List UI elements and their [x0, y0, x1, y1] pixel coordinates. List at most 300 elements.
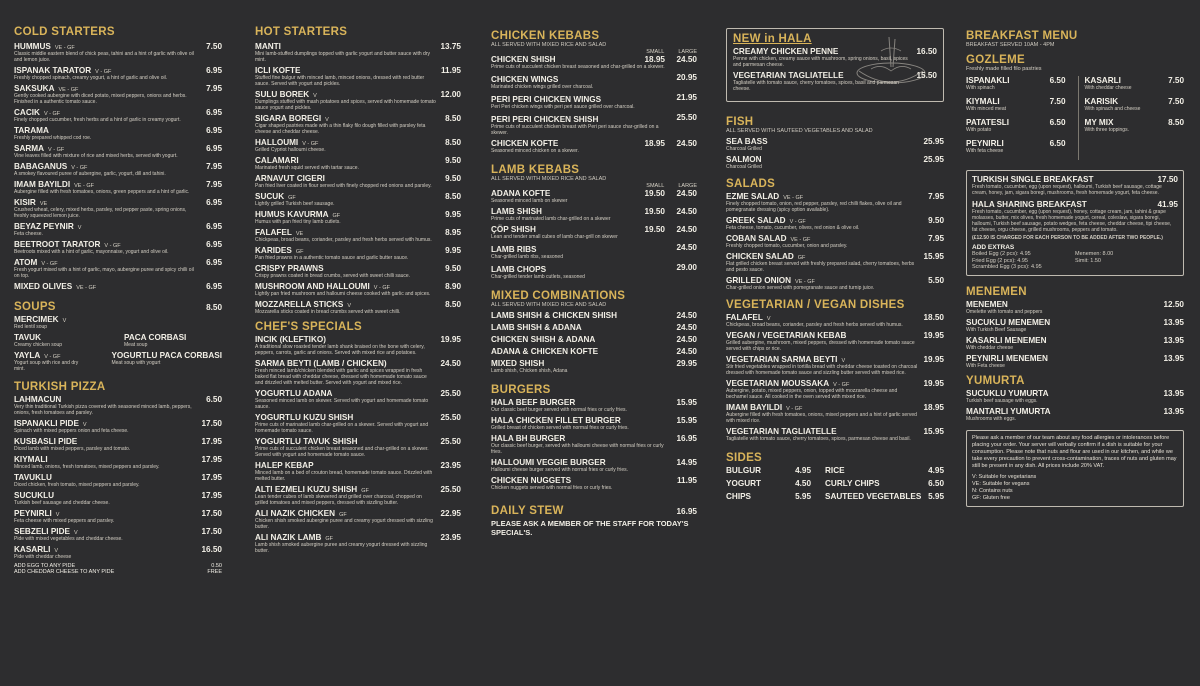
soup-item	[124, 333, 222, 348]
menu-item-price: 13.95	[1163, 317, 1184, 327]
lamb-kebabs-list	[491, 189, 697, 280]
legend-item: N: Contains nuts	[972, 487, 1013, 494]
menu-item-name	[726, 192, 803, 201]
menu-item-price: 16.95	[676, 434, 697, 443]
menu-item	[255, 174, 461, 189]
diet-tags: V	[347, 303, 352, 309]
menu-item-head	[255, 300, 461, 309]
menu-item-price: 9.95	[445, 246, 461, 255]
menu-item	[726, 137, 944, 152]
menu-item-price: 12.50	[1163, 299, 1184, 309]
menu-item-head	[726, 192, 944, 201]
menu-item-head	[255, 90, 461, 99]
menu-item-head	[14, 527, 222, 536]
menu-item-head	[14, 84, 222, 93]
menu-item-head	[255, 359, 461, 368]
diet-tags: GF	[332, 213, 341, 219]
soup-desc: Meat soup with yogurt	[111, 360, 161, 366]
new-in-hala-list	[733, 47, 937, 92]
menu-item-head	[14, 258, 222, 267]
lamb-kebabs-section	[491, 164, 697, 280]
menu-item-title: TARAMA	[14, 126, 49, 135]
menu-item-price: 24.50	[676, 311, 697, 320]
menu-item	[491, 347, 697, 356]
gozleme-desc: With potato	[966, 127, 992, 133]
menu-item-price: 6.95	[206, 126, 222, 135]
menu-item-title: FALAFEL	[255, 228, 292, 237]
side-item	[825, 492, 944, 501]
menu-item-title: CHICKEN KOFTE	[491, 139, 559, 148]
menu-item-title: CALAMARI	[255, 156, 299, 165]
menu-item	[255, 461, 461, 482]
menu-item-name	[726, 216, 806, 225]
column-2	[255, 0, 461, 686]
menu-item-desc: Minced lamb, onions, fresh tomatoes, mixed peppers and parsley.	[14, 464, 160, 470]
soup-item	[14, 351, 99, 372]
menu-item-desc: Freshly chopped tomato, cucumber, onion and parsley.	[726, 243, 848, 249]
menu-item-title: ISPANAKLI PIDE	[14, 419, 79, 428]
gozleme-head	[966, 139, 1066, 148]
menu-item	[491, 55, 697, 70]
menu-item-desc: Freshly chopped spinach, creamy yogurt, a hint of garlic and olive oil.	[14, 75, 168, 81]
allergy-text: Please ask a member of our team about any food allergies or intolerances before placing your order. Your server will verbally confirm if a dish is suitable for your consumption. Please note that nuts and flour are used in our kitchen, and while we take every precaution to prevent cross-contamination, traces of nuts and gluten may still be present in any dish. All prices include 20% VAT.	[972, 434, 1177, 469]
menu-item-title: PEYNIRLI	[14, 509, 52, 518]
menu-item-desc: Finely chopped cucumber, fresh herbs and a hint of garlic in creamy yogurt.	[14, 117, 181, 123]
menu-item-price: 12.00	[440, 90, 461, 99]
veg-title: VEGETARIAN / VEGAN DISHES	[726, 299, 905, 311]
menu-item-price: 11.95	[676, 476, 697, 485]
menu-item-desc: Feta cheese, tomato, cucumber, olives, red onion & olive oil.	[726, 225, 860, 231]
menu-item	[255, 192, 461, 207]
menu-item-name	[14, 282, 96, 291]
menu-item-head	[255, 461, 461, 470]
diet-tags: V	[62, 318, 67, 324]
menu-item-name	[255, 90, 317, 99]
menu-item	[255, 114, 461, 135]
menu-item-name	[255, 359, 387, 368]
daily-stew-section	[491, 501, 697, 537]
menu-item-price: 24.50	[676, 335, 697, 344]
menu-item-name	[14, 527, 78, 536]
menu-item-head	[726, 137, 944, 146]
menu-item-title: LAHMACUN	[14, 395, 62, 404]
menu-item-title: KISIR	[14, 198, 36, 207]
menu-item-title: ATOM	[14, 258, 38, 267]
menu-item-head	[255, 437, 461, 446]
menu-item	[255, 335, 461, 356]
menu-item	[966, 354, 1184, 369]
small-price	[643, 93, 665, 102]
diet-tags: V - GF	[789, 219, 806, 225]
menu-item-head	[966, 300, 1184, 309]
menu-item-name	[491, 416, 621, 425]
menu-item	[966, 389, 1184, 404]
menu-item-title: PERI PERI CHICKEN SHISH	[491, 115, 599, 124]
menu-item-price: 6.95	[206, 144, 222, 153]
menemen-section	[966, 286, 1184, 369]
menu-item-name	[255, 413, 353, 422]
menu-item-title: GRILLED ONION	[726, 276, 792, 285]
salads-list	[726, 192, 944, 291]
menu-item-price: 13.95	[1163, 388, 1184, 398]
side-price: 4.50	[795, 479, 811, 488]
menu-item-desc: Pan fried liver coated in flour served with finely chopped red onions and parsley.	[255, 183, 432, 189]
menu-item-name	[255, 282, 390, 291]
menu-item-name	[255, 42, 281, 51]
menu-item-head	[14, 240, 222, 249]
menu-item-head	[14, 491, 222, 500]
menu-item-desc: Turkish beef sausage with eggs.	[966, 397, 1038, 404]
gozleme-item	[966, 97, 1066, 112]
menu-item-name	[966, 389, 1048, 398]
lamb-kebabs-note: ALL SERVED WITH MIXED RICE AND SALAD	[491, 176, 607, 182]
large-price: 21.95	[676, 93, 697, 102]
pizza-extra-row	[14, 569, 222, 575]
menu-item-head	[255, 413, 461, 422]
new-in-hala-title: NEW in HALA	[733, 33, 812, 45]
menu-item	[255, 138, 461, 153]
menu-item	[726, 313, 944, 328]
diet-tags: V	[77, 225, 82, 231]
salads-title: SALADS	[726, 178, 776, 190]
turkish-pizza-section	[14, 381, 222, 575]
menu-item	[255, 282, 461, 297]
menu-item-name	[491, 115, 598, 124]
menu-item-head	[726, 276, 944, 285]
menu-item	[726, 234, 944, 249]
small-price	[643, 243, 665, 252]
menu-item-name	[14, 222, 81, 231]
menu-item-name	[491, 225, 536, 234]
menu-item	[14, 222, 222, 237]
menu-item	[726, 276, 944, 291]
menu-item	[491, 476, 697, 491]
diet-tags: V - GF	[95, 69, 112, 75]
menu-item-head	[491, 55, 697, 64]
diet-tags: V	[55, 512, 60, 518]
menu-item	[733, 71, 937, 92]
menu-item-price: 22.95	[440, 509, 461, 518]
soup-name	[14, 333, 112, 342]
menu-item	[14, 180, 222, 195]
diet-tags: VE	[39, 201, 48, 207]
menu-item-name	[14, 126, 49, 135]
diet-tags: GF	[361, 488, 369, 494]
gozleme-desc: With minced meat	[966, 106, 1007, 112]
menu-item-price: 6.95	[206, 222, 222, 231]
menu-item-price: 13.75	[440, 42, 461, 51]
gozleme-name: PATATESLI	[966, 118, 1010, 127]
menu-item-title: SUCUKLU YUMURTA	[966, 388, 1049, 398]
menu-item-price: 17.95	[201, 473, 222, 482]
menu-item-title: BEETROOT TARATOR	[14, 240, 101, 249]
menu-item-desc: Turkish beef sausage and cheddar cheese.	[14, 500, 110, 506]
large-price: 20.95	[676, 73, 697, 82]
menu-item-title: SALMON	[726, 155, 762, 164]
menu-item-desc: Minced lamb on a bed of crouton bread, homemade tomato sauce. Drizzled with melted butter.	[255, 470, 433, 482]
menu-item	[733, 47, 937, 68]
menu-item-desc: Fresh yogurt mixed with a hint of garlic, mayo, aubergine puree and spicy chilli oil on top.	[14, 267, 194, 279]
menu-item-name	[14, 509, 59, 518]
menu-item-head	[491, 323, 697, 332]
menu-item-price: 8.90	[445, 282, 461, 291]
menu-item-name	[491, 458, 606, 467]
soup-cell	[14, 333, 112, 351]
diet-tags: V	[73, 530, 78, 536]
large-price: 24.50	[676, 243, 697, 252]
menu-item-head	[491, 113, 697, 124]
menu-item-name	[14, 84, 78, 93]
menu-item-title: HALA BH BURGER	[491, 434, 566, 443]
soup-title: TAVUK	[14, 333, 41, 342]
menu-item	[491, 416, 697, 431]
menu-item-price: 7.95	[206, 180, 222, 189]
menu-item-desc: Lamb shish smoked aubergine puree and creamy yogurt dressed with sizzling butter.	[255, 542, 428, 554]
menu-item-head	[14, 42, 222, 51]
menu-item	[966, 318, 1184, 333]
menu-item-head	[733, 47, 937, 56]
menu-item-desc: Grilled aubergine, mushroom, mixed peppers, dressed with homemade tomato sauce served with chips or rice.	[726, 340, 915, 352]
menu-item-name	[966, 354, 1048, 363]
menu-item-name	[14, 162, 87, 171]
menu-item	[491, 323, 697, 332]
menu-item	[14, 545, 222, 560]
menu-item-name	[491, 476, 571, 485]
menu-item-desc: Marinated fresh squid served with tartar sauce.	[255, 165, 359, 171]
menu-item-head	[726, 234, 944, 243]
menu-item-head	[14, 455, 222, 464]
menu-item-price: 19.95	[923, 379, 944, 388]
menu-item-title: MUSHROOM AND HALLOUMI	[255, 282, 370, 291]
menu-item	[255, 413, 461, 434]
diet-tags: GF	[295, 249, 304, 255]
gozleme-head	[966, 76, 1066, 85]
diet-tags: V	[82, 422, 87, 428]
menu-item	[14, 108, 222, 123]
diet-tags: GF	[325, 536, 334, 542]
menu-item-title: SARMA	[14, 144, 45, 153]
gozleme-item	[966, 76, 1066, 91]
soup-desc: Meat soup	[124, 342, 148, 348]
menu-item-desc: With cheddar cheese	[966, 344, 1013, 351]
menu-item-title: CHICKEN SALAD	[726, 252, 794, 261]
menu-item	[14, 258, 222, 279]
menu-item-title: ALI NAZIK CHICKEN	[255, 509, 336, 518]
menu-item-name	[726, 379, 849, 388]
menu-item-title: IMAM BAYILDI	[14, 180, 71, 189]
menu-item-desc: Dumplings stuffed with mash potatoes and spices, served with homemade tomato sauce yogurt and pickles.	[255, 99, 436, 111]
menu-item-desc: A smokey flavoured puree of aubergine, garlic, yogurt, dill and tahini.	[14, 171, 166, 177]
side-price: 6.50	[928, 479, 944, 488]
gozleme-name: PEYNIRLI	[966, 139, 1004, 148]
menu-item	[255, 389, 461, 410]
menu-item-desc: With Turkish Beef Sausage	[966, 326, 1027, 333]
menu-item-name	[966, 407, 1051, 416]
menu-item-name	[726, 331, 846, 340]
menu-item-price: 15.95	[676, 416, 697, 425]
soup-item	[111, 351, 222, 366]
gozleme-price: 8.50	[1168, 118, 1184, 127]
menu-item-head	[966, 318, 1184, 327]
menu-item-desc: Crushed wheat, celery, mixed herbs, parsley, red pepper paste, spring onions, freshly squeezed lemon juice.	[14, 207, 187, 219]
menu-item-price: 11.95	[440, 66, 461, 75]
legend-item: GF: Gluten free	[972, 494, 1010, 501]
large-price: 24.50	[676, 207, 697, 216]
menu-item	[255, 300, 461, 315]
menu-item-price: 19.95	[923, 331, 944, 340]
menu-item-desc: Charcoal Grilled	[726, 146, 762, 152]
menu-item-head	[14, 180, 222, 189]
menu-item-name	[14, 395, 61, 404]
menu-item-head	[14, 66, 222, 75]
diet-tags: V	[54, 548, 59, 554]
menu-item-head	[255, 42, 461, 51]
menu-item	[726, 331, 944, 352]
menu-item-name	[14, 545, 58, 554]
new-in-hala-box	[726, 28, 944, 102]
menu-item-title: MANTARLI YUMURTA	[966, 406, 1051, 416]
menu-item	[255, 90, 461, 111]
menu-item	[14, 126, 222, 141]
gozleme-head	[1085, 76, 1185, 85]
menu-item-price: 19.95	[440, 335, 461, 344]
menu-item	[14, 282, 222, 291]
menu-item	[491, 73, 697, 90]
menu-item-name	[255, 156, 299, 165]
menu-item-title: VEGETARIAN MOUSSAKA	[726, 379, 830, 388]
menu-item-title: SEBZELI PIDE	[14, 527, 70, 536]
menu-item-head	[255, 264, 461, 273]
menu-item-desc: Omelette with tomato and peppers	[966, 308, 1043, 315]
extra-item: Fried Egg (2 pcs): 4.95	[972, 257, 1028, 264]
menu-item-desc: Tagliatelle with tomato sauce, cherry tomatoes, spices, parmesan cheese and basil.	[726, 436, 911, 442]
gozleme-price: 6.50	[1049, 76, 1066, 85]
breakfast-box	[966, 170, 1184, 276]
breakfast-title: BREAKFAST MENU	[966, 30, 1078, 42]
turkish-pizza-title: TURKISH PIZZA	[14, 381, 106, 393]
menu-item-desc: Aubergine, potato, mixed peppers, onion, topped with mozzarella cheese and bechamel sauce. All cooked in the oven served with mixed rice.	[726, 388, 898, 400]
small-price	[643, 73, 665, 82]
soup-title: PACA CORBASI	[124, 333, 187, 342]
large-label: LARGE	[678, 183, 697, 189]
menu-item	[491, 398, 697, 413]
menu-item-title: HUMUS KAVURMA	[255, 210, 329, 219]
veg-list	[726, 313, 944, 442]
menu-item-price: 6.50	[206, 395, 222, 404]
menu-item-head	[966, 407, 1184, 416]
menu-item-desc: Char-grilled onion served with pomegranate sauce and turnip juice.	[726, 285, 875, 291]
diet-tags: V - GF	[373, 285, 390, 291]
large-price: 24.50	[676, 225, 697, 234]
menu-item-desc: Chickpeas, broad beans, coriander, parsley and fresh herbs served with humus.	[726, 322, 903, 328]
lamb-kebabs-title: LAMB KEBABS	[491, 164, 580, 176]
menu-item-head	[255, 389, 461, 398]
menu-item-desc: Peri Peri chicken wings with peri peri sauce grilled over charcoal.	[491, 104, 635, 110]
menu-item-title: LAMB SHISH & CHICKEN SHISH	[491, 311, 618, 320]
menu-item-name	[966, 300, 1008, 309]
menu-item-desc: Gently cooked aubergine with diced potato, mixed peppers, onions and herbs. Finished in a authentic tomato sauce.	[14, 93, 187, 105]
menu-item-name	[255, 335, 326, 344]
small-price	[643, 113, 665, 122]
menu-item	[966, 336, 1184, 351]
diet-tags: V - GF	[43, 111, 61, 117]
menu-item-title: HUMMUS	[14, 42, 51, 51]
menu-item-desc: Prime cuts of succulent chicken breast seasoned and char-grilled on a skewer. Served with yogurt and homemade tomato sauce.	[255, 446, 429, 458]
menu-item-desc: Pan fried prawns in a authentic tomato sauce and garlic butter sauce.	[255, 255, 409, 261]
single-breakfast-name: TURKISH SINGLE BREAKFAST	[972, 175, 1094, 184]
menu-item-head	[726, 216, 944, 225]
menu-item-title: TAVUKLU	[14, 473, 52, 482]
menu-item-name	[255, 509, 347, 518]
size-prices	[643, 225, 697, 234]
menu-item-title: KIYMALI	[14, 455, 48, 464]
side-name: CURLY CHIPS	[825, 479, 880, 488]
soups-list	[14, 315, 222, 375]
menu-item-desc: Vine leaves filled with mixture of rice and mixed herbs, served with yogurt.	[14, 153, 178, 159]
menu-item-name	[14, 66, 111, 75]
soups-price: 8.50	[206, 303, 222, 312]
menu-item-price: 16.50	[916, 47, 937, 56]
menu-item-title: MIXED SHISH	[491, 359, 545, 368]
menu-item-price: 7.50	[206, 42, 222, 51]
menu-item-price: 24.50	[440, 359, 461, 368]
gozleme-head	[966, 118, 1066, 127]
menu-item-head	[255, 192, 461, 201]
chicken-kebabs-note: ALL SERVED WITH MIXED RICE AND SALAD	[491, 42, 607, 48]
extra-item: Boiled Egg (2 pcs): 4.95	[972, 251, 1031, 257]
menu-item	[14, 144, 222, 159]
menu-item-title: PEYNIRLI MENEMEN	[966, 353, 1048, 363]
chicken-kebabs-list	[491, 55, 697, 154]
small-price: 19.50	[644, 189, 665, 198]
menu-item-title: ARNAVUT CIGERI	[255, 174, 325, 183]
gozleme-item	[1085, 118, 1185, 133]
menu-item-name	[491, 189, 550, 198]
menu-item-price: 18.50	[923, 313, 944, 322]
menu-item-head	[14, 509, 222, 518]
gozleme-item	[1085, 97, 1185, 112]
menu-item-price: 16.50	[201, 545, 222, 554]
menu-item-desc: Seasoned minced lamb on skewer. Served with yogurt and homemade tomato sauce.	[255, 398, 429, 410]
menu-item-desc: Stuffed fine bulgur with minced lamb, minced onions, dressed with red butter sauce. Served with yogurt and pickles.	[255, 75, 425, 87]
menu-item	[14, 509, 222, 524]
menu-item-price: 15.95	[923, 427, 944, 436]
menu-item-title: YOGURTLU ADANA	[255, 389, 333, 398]
diet-tags: V - GF	[48, 147, 65, 153]
menu-item	[726, 155, 944, 170]
menu-item-head	[491, 335, 697, 344]
menu-item-title: YOGURTLU TAVUK SHISH	[255, 437, 358, 446]
menu-item-head	[14, 395, 222, 404]
diet-tags: V	[325, 117, 329, 123]
menu-item-price: 6.95	[206, 66, 222, 75]
menu-item-price: 6.95	[206, 240, 222, 249]
sides-section	[726, 452, 944, 501]
menu-item-desc: Prime cuts of marinated lamb char-grilled on a skewer	[491, 216, 611, 222]
diet-tags: V	[313, 93, 317, 99]
menu-item-title: HALLOUMI	[255, 138, 299, 147]
menu-item-price: 9.50	[445, 156, 461, 165]
chefs-specials-title: CHEF'S SPECIALS	[255, 321, 362, 333]
menu-item-desc: Aubergine filled with fresh tomatoes, onions, green peppers and a hint of garlic.	[14, 189, 190, 195]
side-item	[726, 479, 811, 488]
menu-item-desc: Lamb shish, Chicken shish, Adana	[491, 368, 568, 374]
menu-item-title: HALEP KEBAP	[255, 461, 314, 470]
menu-item-title: BABAGANUS	[14, 162, 68, 171]
column-5	[966, 0, 1184, 686]
chicken-kebabs-section	[491, 30, 697, 154]
menu-item-price: 18.95	[923, 403, 944, 412]
